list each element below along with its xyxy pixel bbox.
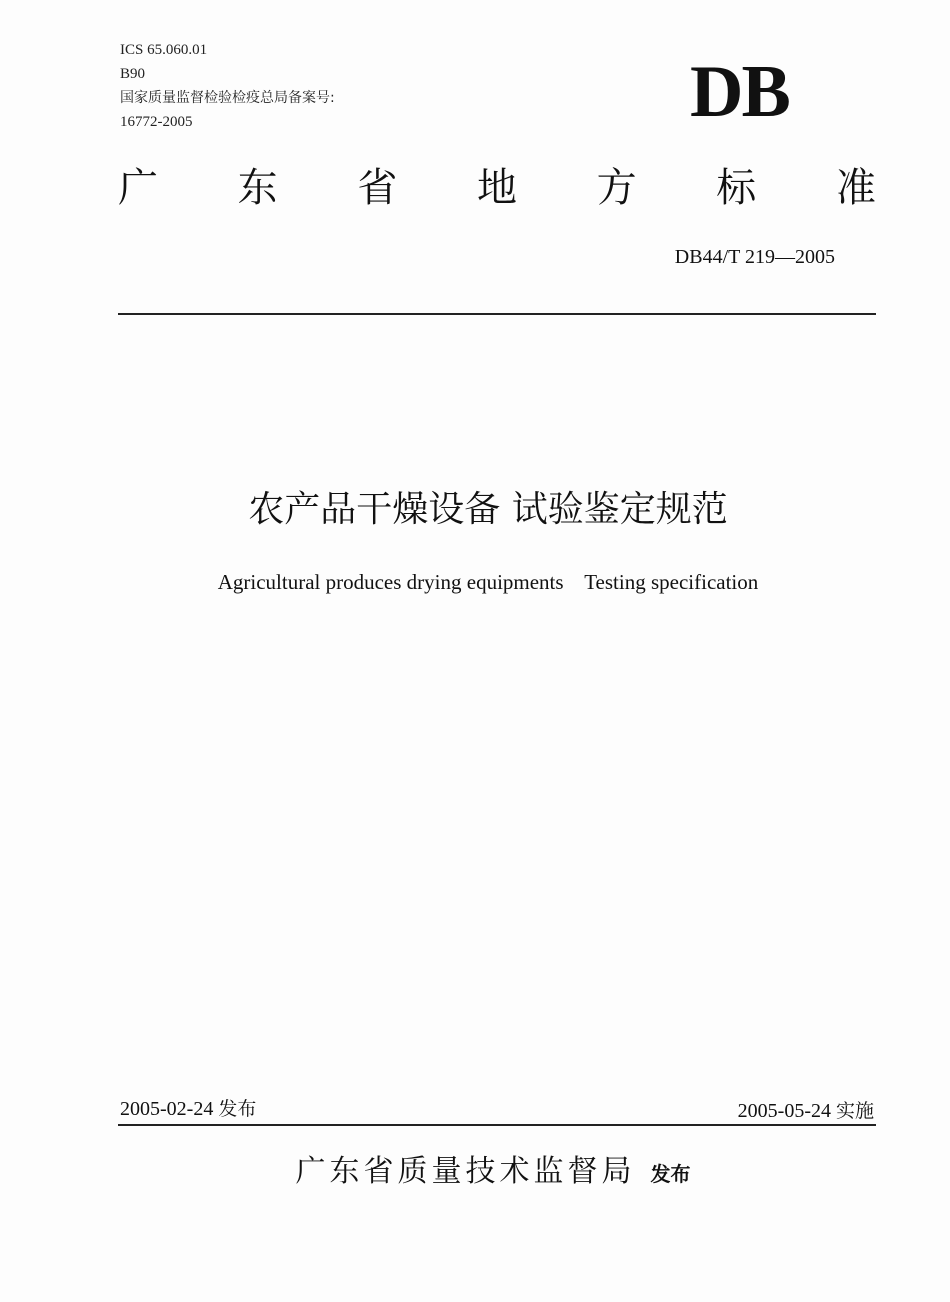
implement-date: 2005-05-24	[737, 1100, 831, 1122]
issuer-name: 广东省质量技术监督局	[295, 1154, 636, 1189]
category-char: 标	[716, 165, 757, 211]
ics-code: ICS 65.060.01	[120, 42, 208, 58]
standard-category	[118, 162, 876, 214]
title-english: Agricultural produces drying equipments Testing specification	[217, 570, 759, 594]
classification-block	[120, 38, 335, 134]
issuer-suffix: 发布	[650, 1162, 691, 1186]
record-number: 16772-2005	[120, 114, 193, 130]
record-label: 国家质量监督检验检疫总局备案号:	[120, 90, 335, 106]
publish-date: 2005-02-24	[120, 1098, 214, 1120]
db-logo: DB	[690, 51, 789, 133]
ccs-code: B90	[120, 66, 146, 82]
standard-number: DB44/T 219—2005	[674, 246, 835, 268]
top-divider	[118, 313, 876, 315]
category-char: 东	[237, 165, 278, 211]
issuer-line	[0, 1152, 950, 1192]
category-char: 方	[596, 165, 637, 211]
publish-date-line	[120, 1096, 256, 1122]
bottom-divider	[118, 1124, 876, 1126]
publish-label: 发布	[218, 1098, 257, 1120]
title-chinese: 农产品干燥设备 试验鉴定规范	[248, 489, 728, 530]
category-char: 地	[476, 165, 517, 211]
implement-label: 实施	[835, 1100, 874, 1122]
category-char: 广	[118, 165, 158, 211]
category-char: 省	[357, 165, 398, 211]
implement-date-line	[738, 1098, 874, 1124]
category-char: 准	[835, 165, 876, 211]
